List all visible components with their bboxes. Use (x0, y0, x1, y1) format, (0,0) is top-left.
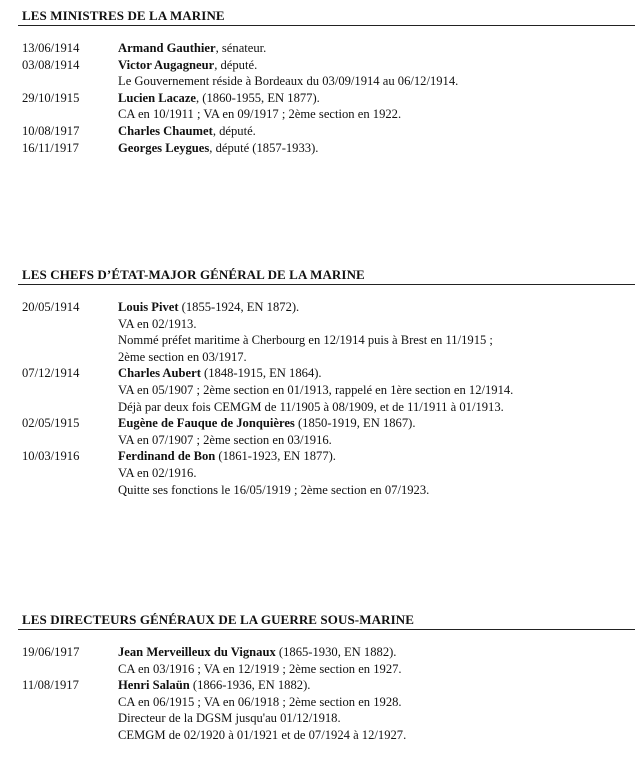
entry-suffix: , (1860-1955, EN 1877). (196, 90, 320, 105)
entry (0, 140, 635, 157)
entry-suffix: (1866-1936, EN 1882). (189, 678, 311, 693)
entry-name: Charles Aubert (118, 366, 201, 381)
entry-suffix: (1850-1919, EN 1867). (294, 416, 416, 431)
entry-suffix: (1848-1915, EN 1864). (200, 366, 322, 381)
entry (0, 365, 635, 415)
entry-name: Armand Gauthier (118, 41, 216, 55)
section-ministres (0, 8, 635, 156)
entry (0, 644, 635, 677)
section-directeurs-guerre-sous-marine (0, 612, 635, 744)
entry (0, 123, 635, 140)
entry-detail: CA en 03/1916 ; VA en 12/1919 ; 2ème section en 1927. (118, 661, 402, 676)
entry-date: 13/06/1914 (22, 41, 80, 55)
entry-date: 19/06/1917 (22, 645, 80, 659)
entry-detail: VA en 02/1913. (118, 316, 197, 331)
entry-name: Victor Augagneur (118, 57, 215, 72)
entry-detail: Directeur de la DGSM jusqu'au 01/12/1918. (118, 711, 341, 726)
entry-name: Lucien Lacaze (118, 90, 196, 105)
entry-suffix: (1861-1923, EN 1877). (215, 449, 336, 464)
entry-name: Louis Pivet (118, 300, 179, 314)
entry-date: 02/05/1915 (22, 416, 80, 431)
entry-name: Ferdinand de Bon (118, 449, 216, 464)
section-rule (18, 25, 635, 26)
entry-detail: 2ème section en 03/1917. (118, 349, 247, 364)
entry-suffix: , député. (212, 123, 256, 138)
entry-date: 11/08/1917 (22, 678, 79, 693)
entry-date: 16/11/1917 (22, 140, 79, 155)
entry-detail: Nommé préfet maritime à Cherbourg en 12/1914 puis à Brest en 11/1915 ; (118, 333, 493, 348)
entry (0, 90, 635, 123)
entry-detail: Quitte ses fonctions le 16/05/1919 ; 2ème section en 07/1923. (118, 482, 430, 497)
entry (0, 677, 635, 743)
entry-detail: CA en 10/1911 ; VA en 09/1917 ; 2ème section en 1922. (118, 107, 402, 122)
entry-date: 20/05/1914 (22, 300, 80, 314)
entry (0, 40, 635, 57)
entry-date: 10/08/1917 (22, 123, 80, 138)
entry-suffix: (1865-1930, EN 1882). (275, 645, 397, 659)
entry-detail: VA en 05/1907 ; 2ème section en 01/1913, rappelé en 1ère section en 12/1914. (118, 382, 514, 397)
entry-detail: CA en 06/1915 ; VA en 06/1918 ; 2ème section en 1928. (118, 694, 402, 709)
entry-suffix: , député (1857-1933). (209, 140, 319, 155)
entry (0, 415, 635, 448)
entry (0, 299, 635, 365)
entry-list (0, 644, 635, 744)
entry-suffix: (1855-1924, EN 1872). (178, 300, 300, 314)
section-rule (18, 629, 635, 630)
entry-name: Charles Chaumet (118, 123, 213, 138)
entry-detail: VA en 02/1916. (118, 465, 197, 480)
entry-name: Henri Salaün (118, 678, 190, 693)
entry (0, 57, 635, 90)
section-chefs-etat-major (0, 267, 635, 498)
entry-date: 03/08/1914 (22, 57, 80, 72)
entry-suffix: , député. (214, 57, 258, 72)
entry-detail: CEMGM de 02/1920 à 01/1921 et de 07/1924 à 12/1927. (118, 727, 407, 742)
section-rule (18, 284, 635, 285)
entry-name: Jean Merveilleux du Vignaux (118, 645, 276, 659)
section-title: LES DIRECTEURS GÉNÉRAUX DE LA GUERRE SOUS-MARINE (22, 612, 414, 627)
entry (0, 448, 635, 498)
entry-detail: Le Gouvernement réside à Bordeaux du 03/09/1914 au 06/12/1914. (118, 74, 459, 89)
entry-detail: VA en 07/1907 ; 2ème section en 03/1916. (118, 432, 332, 447)
section-title: LES MINISTRES DE LA MARINE (22, 8, 225, 23)
entry-suffix: , sénateur. (215, 41, 267, 55)
entry-list (0, 299, 635, 498)
entry-date: 10/03/1916 (22, 449, 80, 464)
entry-date: 07/12/1914 (22, 366, 80, 381)
entry-name: Georges Leygues (118, 140, 210, 155)
entry-date: 29/10/1915 (22, 90, 80, 105)
entry-list (0, 40, 635, 156)
entry-name: Eugène de Fauque de Jonquières (118, 416, 295, 431)
entry-detail: Déjà par deux fois CEMGM de 11/1905 à 08/1909, et de 11/1911 à 01/1913. (118, 399, 504, 414)
section-title: LES CHEFS D’ÉTAT-MAJOR GÉNÉRAL DE LA MARINE (22, 267, 365, 282)
